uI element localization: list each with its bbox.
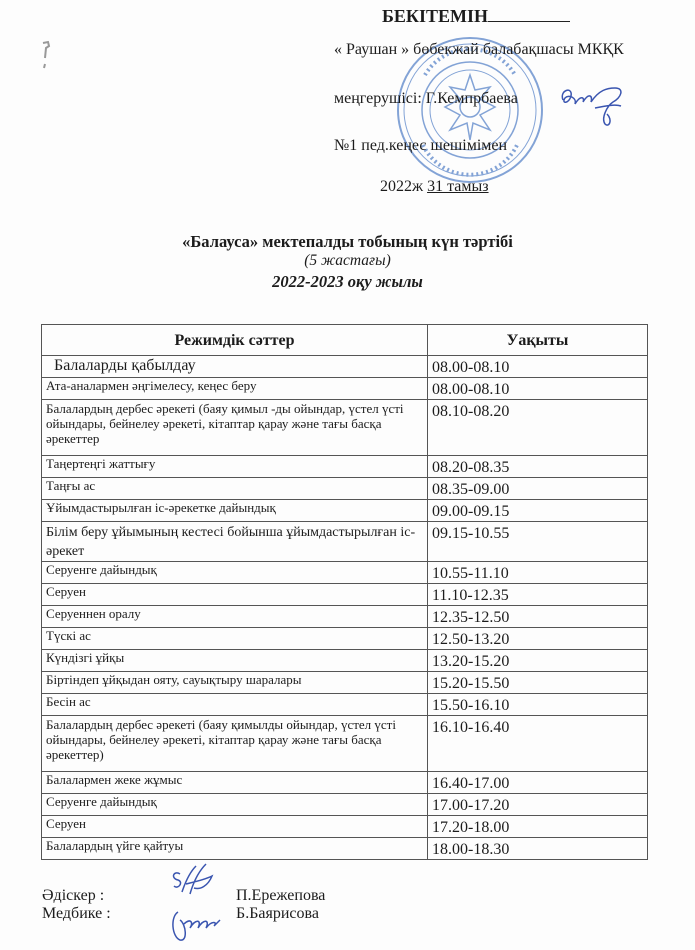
activity-cell: Ұйымдастырылған іс-әрекетке дайындық	[42, 500, 428, 522]
organization-name: « Раушан » бөбекжай балабақшасы МКҚК	[334, 41, 624, 58]
activity-cell: Біртіндеп ұйқыдан ояту, сауықтыру шаралары	[42, 672, 428, 694]
signature-blank-line	[488, 5, 570, 22]
activity-cell: Бесін ас	[42, 694, 428, 716]
activity-cell: Балаларды қабылдау	[42, 356, 428, 378]
column-header-activity: Режимдік сәттер	[42, 325, 428, 356]
head-name: меңгерушісі: Г.Кемпрбаева	[334, 90, 518, 107]
table-row	[42, 478, 648, 500]
activity-cell: Балалардың дербес әрекеті (баяу қимылды ойындар, үстел үсті ойындары, бейнелеу әрекеті, кітаптар қарау және тағы басқа әрекеттер)	[42, 716, 428, 772]
activity-cell: Ата-аналармен әңгімелесу, кеңес беру	[42, 378, 428, 400]
document-title: «Балауса» мектепалды тобының күн тәртібі	[182, 232, 513, 251]
activity-cell: Білім беру ұйымының кестесі бойынша ұйымдастырылған іс-әрекет	[42, 522, 428, 562]
approval-title-text: БЕКІТЕМІН	[382, 6, 488, 26]
activity-cell: Балалардың үйге қайтуы	[42, 838, 428, 860]
time-cell: 08.20-08.35	[428, 456, 648, 478]
time-cell: 08.00-08.10	[428, 356, 648, 378]
table-row	[42, 628, 648, 650]
activity-cell: Таңертеңгі жаттығу	[42, 456, 428, 478]
academic-year: 2022-2023 оқу жылы	[272, 272, 423, 291]
methodist-name: П.Ережепова	[236, 887, 326, 904]
time-cell: 17.20-18.00	[428, 816, 648, 838]
approval-date-day: 31 тамыз	[427, 178, 489, 195]
table-row	[42, 672, 648, 694]
time-cell: 08.10-08.20	[428, 400, 648, 456]
schedule-table	[41, 324, 648, 860]
footer-signatures-icon	[160, 862, 230, 947]
activity-cell: Балалармен жеке жұмыс	[42, 772, 428, 794]
time-cell: 08.00-08.10	[428, 378, 648, 400]
time-cell: 10.55-11.10	[428, 562, 648, 584]
time-cell: 15.50-16.10	[428, 694, 648, 716]
time-cell: 12.50-13.20	[428, 628, 648, 650]
council-decision: №1 пед.кеңес шешімімен	[334, 137, 508, 154]
approval-date	[380, 178, 489, 196]
table-row	[42, 400, 648, 456]
activity-cell: Серуенге дайындық	[42, 562, 428, 584]
head-signature-icon	[555, 80, 635, 130]
scan-speck	[40, 40, 54, 70]
time-cell: 18.00-18.30	[428, 838, 648, 860]
activity-cell: Серуеннен оралу	[42, 606, 428, 628]
time-cell: 17.00-17.20	[428, 794, 648, 816]
nurse-label: Медбике :	[42, 905, 111, 922]
time-cell: 12.35-12.50	[428, 606, 648, 628]
table-row	[42, 694, 648, 716]
table-row	[42, 378, 648, 400]
table-header-row	[42, 325, 648, 356]
activity-cell: Түскі ас	[42, 628, 428, 650]
table-row	[42, 356, 648, 378]
approval-date-year: 2022ж	[380, 178, 424, 195]
column-header-time: Уақыты	[428, 325, 648, 356]
activity-cell: Күндізгі ұйқы	[42, 650, 428, 672]
table-row	[42, 650, 648, 672]
time-cell: 13.20-15.20	[428, 650, 648, 672]
methodist-label: Әдіскер :	[42, 887, 105, 904]
table-row	[42, 522, 648, 562]
table-row	[42, 838, 648, 860]
time-cell: 08.35-09.00	[428, 478, 648, 500]
activity-cell: Серуенге дайындық	[42, 794, 428, 816]
table-row	[42, 772, 648, 794]
time-cell: 16.40-17.00	[428, 772, 648, 794]
activity-cell: Балалардың дербес әрекеті (баяу қимыл -ды ойындар, үстел үсті ойындары, бейнелеу әрекеті, кітаптар қарау және тағы басқа әрекеттер	[42, 400, 428, 456]
document-subtitle: (5 жастағы)	[304, 252, 391, 269]
activity-cell: Серуен	[42, 584, 428, 606]
time-cell: 11.10-12.35	[428, 584, 648, 606]
table-row	[42, 500, 648, 522]
table-row	[42, 456, 648, 478]
approval-title	[382, 5, 570, 27]
table-row	[42, 794, 648, 816]
table-row	[42, 584, 648, 606]
table-row	[42, 716, 648, 772]
time-cell: 09.00-09.15	[428, 500, 648, 522]
activity-cell: Таңғы ас	[42, 478, 428, 500]
time-cell: 16.10-16.40	[428, 716, 648, 772]
table-row	[42, 606, 648, 628]
table-row	[42, 562, 648, 584]
nurse-name: Б.Баярисова	[236, 905, 319, 922]
time-cell: 09.15-10.55	[428, 522, 648, 562]
time-cell: 15.20-15.50	[428, 672, 648, 694]
table-row	[42, 816, 648, 838]
activity-cell: Серуен	[42, 816, 428, 838]
